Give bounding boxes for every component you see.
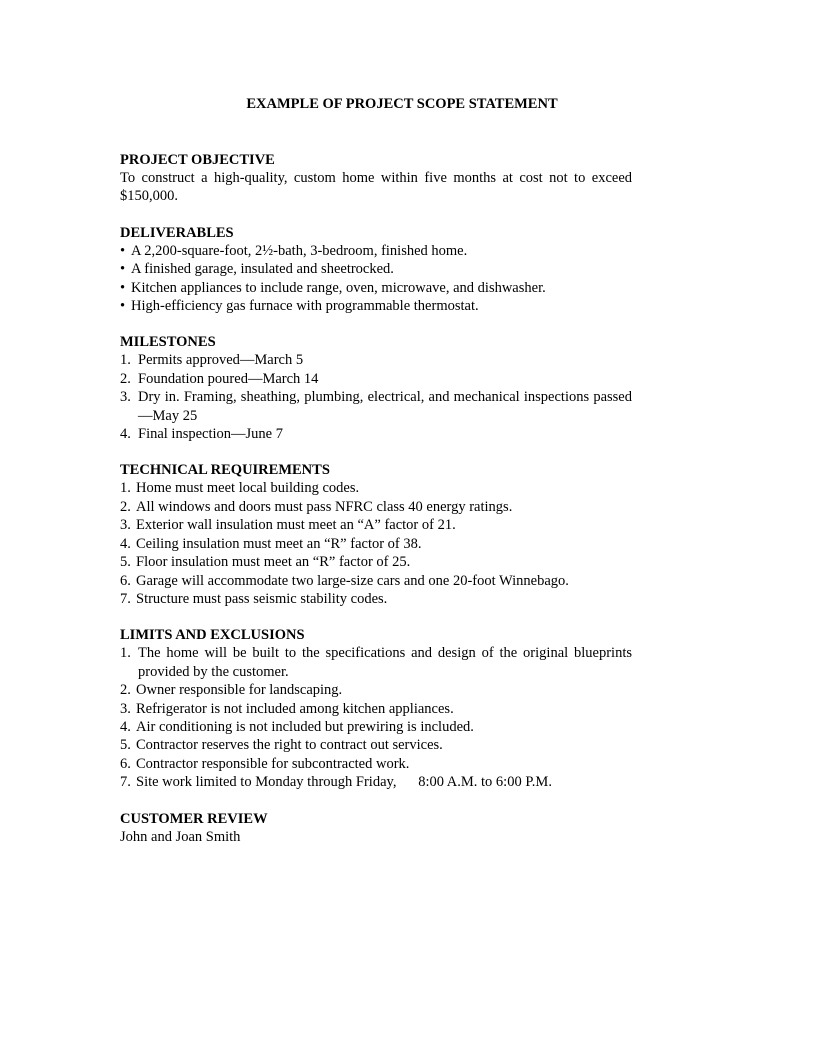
list-item xyxy=(120,572,632,590)
list-item-text: Exterior wall insulation must meet an “A” factor of 21. xyxy=(136,517,456,534)
list-number: 5. xyxy=(120,554,131,571)
list-number: 7. xyxy=(120,774,131,791)
list-number: 2. xyxy=(120,370,131,387)
list-item-text: A 2,200-square-foot, 2½-bath, 3-bedroom, finished home. xyxy=(131,242,468,259)
list-item-text: All windows and doors must pass NFRC class 40 energy ratings. xyxy=(136,498,513,515)
list-item-text: High-efficiency gas furnace with programmable thermostat. xyxy=(131,298,479,315)
list-number: 3. xyxy=(120,700,131,717)
list-item xyxy=(120,681,632,699)
list-item-text: The home will be built to the specifications and design of the original blueprints provided by the customer. xyxy=(138,645,632,680)
list-item xyxy=(120,351,632,369)
list-item xyxy=(120,535,632,553)
list-number: 4. xyxy=(120,535,131,552)
list-item-text: Ceiling insulation must meet an “R” factor of 38. xyxy=(136,535,422,552)
list-number: 1. xyxy=(120,352,131,369)
list-item xyxy=(120,718,632,736)
list-item xyxy=(120,644,632,681)
list-number: 4. xyxy=(120,426,131,443)
list-number: 5. xyxy=(120,737,131,754)
list-item xyxy=(120,590,632,608)
list-number: 2. xyxy=(120,498,131,515)
list-item-text: Floor insulation must meet an “R” factor of 25. xyxy=(136,554,411,571)
list-item-text: Structure must pass seismic stability codes. xyxy=(136,590,388,607)
section-heading: MILESTONES xyxy=(120,334,216,351)
list-item xyxy=(120,370,632,388)
list-item-text: Foundation poured—March 14 xyxy=(138,370,319,387)
list-item-text: Dry in. Framing, sheathing, plumbing, electrical, and mechanical inspections passed—May 25 xyxy=(138,389,632,424)
bullet-marker: • xyxy=(120,261,126,278)
list-item-text: Refrigerator is not included among kitchen appliances. xyxy=(136,700,454,717)
list-item xyxy=(120,773,632,791)
list-item xyxy=(120,242,632,260)
list-item-text: Kitchen appliances to include range, oven, microwave, and dishwasher. xyxy=(131,279,546,296)
section-milestones xyxy=(120,333,632,443)
section-heading: CUSTOMER REVIEW xyxy=(120,810,268,827)
list-item-text: A finished garage, insulated and sheetrocked. xyxy=(131,261,394,278)
objective-text: To construct a high-quality, custom home within five months at cost not to exceed $150,000. xyxy=(120,170,632,205)
list-number: 7. xyxy=(120,590,131,607)
list-item xyxy=(120,755,632,773)
list-item xyxy=(120,388,632,425)
list-number: 1. xyxy=(120,480,131,497)
customer-names: John and Joan Smith xyxy=(120,828,241,845)
section-customer-review xyxy=(120,810,632,846)
list-item xyxy=(120,516,632,534)
bullet-marker: • xyxy=(120,242,126,259)
list-item xyxy=(120,700,632,718)
section-project-objective xyxy=(120,151,632,206)
list-item xyxy=(120,498,632,516)
list-number: 3. xyxy=(120,389,131,406)
list-item xyxy=(120,279,632,297)
list-item-text: Home must meet local building codes. xyxy=(136,480,360,497)
list-item xyxy=(120,260,632,278)
list-number: 6. xyxy=(120,572,131,589)
list-item-text: Contractor responsible for subcontracted work. xyxy=(136,755,410,772)
list-number: 4. xyxy=(120,718,131,735)
list-item xyxy=(120,553,632,571)
document-title: EXAMPLE OF PROJECT SCOPE STATEMENT xyxy=(246,96,558,112)
list-item-text: Owner responsible for landscaping. xyxy=(136,682,343,699)
list-number: 3. xyxy=(120,517,131,534)
list-item xyxy=(120,297,632,315)
bullet-marker: • xyxy=(120,279,126,296)
list-item xyxy=(120,425,632,443)
section-heading: TECHNICAL REQUIREMENTS xyxy=(120,462,330,479)
section-heading: DELIVERABLES xyxy=(120,224,234,241)
section-heading: PROJECT OBJECTIVE xyxy=(120,152,275,168)
section-heading: LIMITS AND EXCLUSIONS xyxy=(120,627,305,644)
list-item-text: Permits approved—March 5 xyxy=(138,352,304,369)
section-limits-and-exclusions xyxy=(120,626,632,791)
list-number: 6. xyxy=(120,755,131,772)
list-item xyxy=(120,479,632,497)
list-item-text: Site work limited to Monday through Friday, 8:00 A.M. to 6:00 P.M. xyxy=(136,774,552,791)
list-item xyxy=(120,736,632,754)
list-number: 1. xyxy=(120,645,131,662)
list-item-text: Air conditioning is not included but prewiring is included. xyxy=(136,718,474,735)
section-deliverables xyxy=(120,224,632,316)
list-item-text: Contractor reserves the right to contract out services. xyxy=(136,737,443,754)
document-body xyxy=(120,151,632,846)
section-technical-requirements xyxy=(120,461,632,608)
list-item-text: Final inspection—June 7 xyxy=(138,426,283,443)
list-number: 2. xyxy=(120,682,131,699)
list-item-text: Garage will accommodate two large-size cars and one 20-foot Winnebago. xyxy=(136,572,569,589)
bullet-marker: • xyxy=(120,298,126,315)
